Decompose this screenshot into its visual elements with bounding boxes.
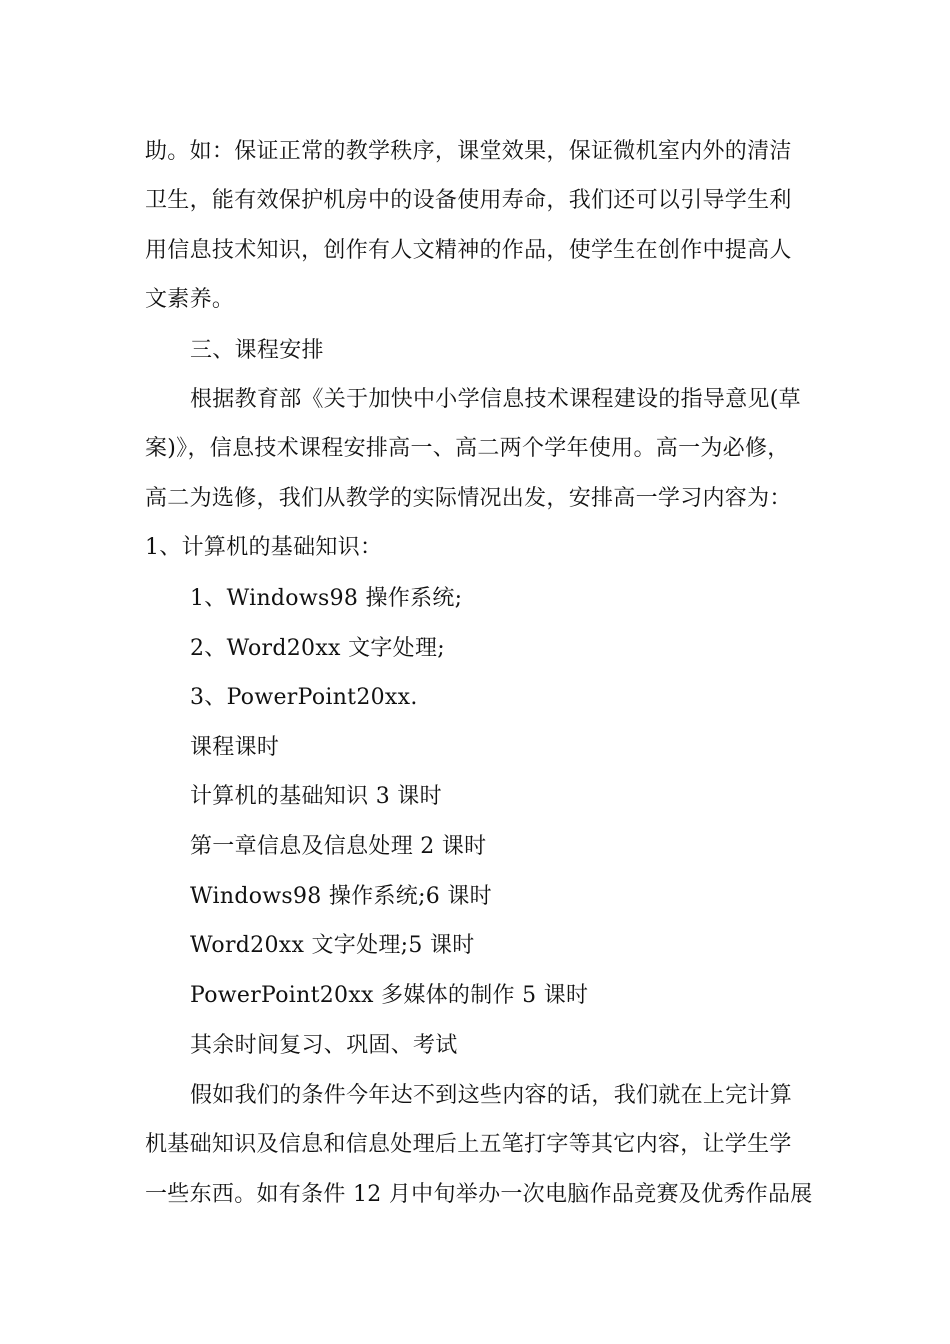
schedule-item: Word20xx 文字处理;5 课时 [190, 933, 475, 958]
paragraph-line: 假如我们的条件今年达不到这些内容的话，我们就在上完计算 [190, 1083, 793, 1108]
schedule-heading: 课程课时 [190, 735, 280, 760]
paragraph-line: 卫生，能有效保护机房中的设备使用寿命，我们还可以引导学生利 [145, 188, 792, 213]
schedule-item: 第一章信息及信息处理 2 课时 [190, 834, 487, 859]
list-item: 1、Windows98 操作系统; [190, 586, 463, 611]
paragraph-line: 高二为选修，我们从教学的实际情况出发，安排高一学习内容为： [145, 486, 792, 511]
list-heading: 1、计算机的基础知识： [145, 535, 383, 560]
schedule-item: 计算机的基础知识 3 课时 [190, 784, 442, 809]
paragraph-line: 案)》，信息技术课程安排高一、高二两个学年使用。高一为必修， [145, 436, 790, 461]
paragraph-line: 根据教育部《关于加快中小学信息技术课程建设的指导意见(草 [190, 387, 801, 412]
paragraph-line: 文素养。 [145, 287, 235, 312]
paragraph-line: 助。如：保证正常的教学秩序，课堂效果，保证微机室内外的清洁 [145, 139, 792, 164]
paragraph-line: 机基础知识及信息和信息处理后上五笔打字等其它内容，让学生学 [145, 1132, 792, 1157]
list-item: 3、PowerPoint20xx. [190, 685, 418, 710]
paragraph-line: 用信息技术知识，创作有人文精神的作品，使学生在创作中提高人 [145, 238, 792, 263]
section-heading: 三、课程安排 [190, 338, 324, 363]
schedule-item: Windows98 操作系统;6 课时 [190, 884, 492, 909]
schedule-item: PowerPoint20xx 多媒体的制作 5 课时 [190, 983, 589, 1008]
paragraph-line: 一些东西。如有条件 12 月中旬举办一次电脑作品竞赛及优秀作品展 [145, 1182, 813, 1207]
list-item: 2、Word20xx 文字处理; [190, 636, 445, 661]
schedule-item: 其余时间复习、巩固、考试 [190, 1033, 458, 1058]
